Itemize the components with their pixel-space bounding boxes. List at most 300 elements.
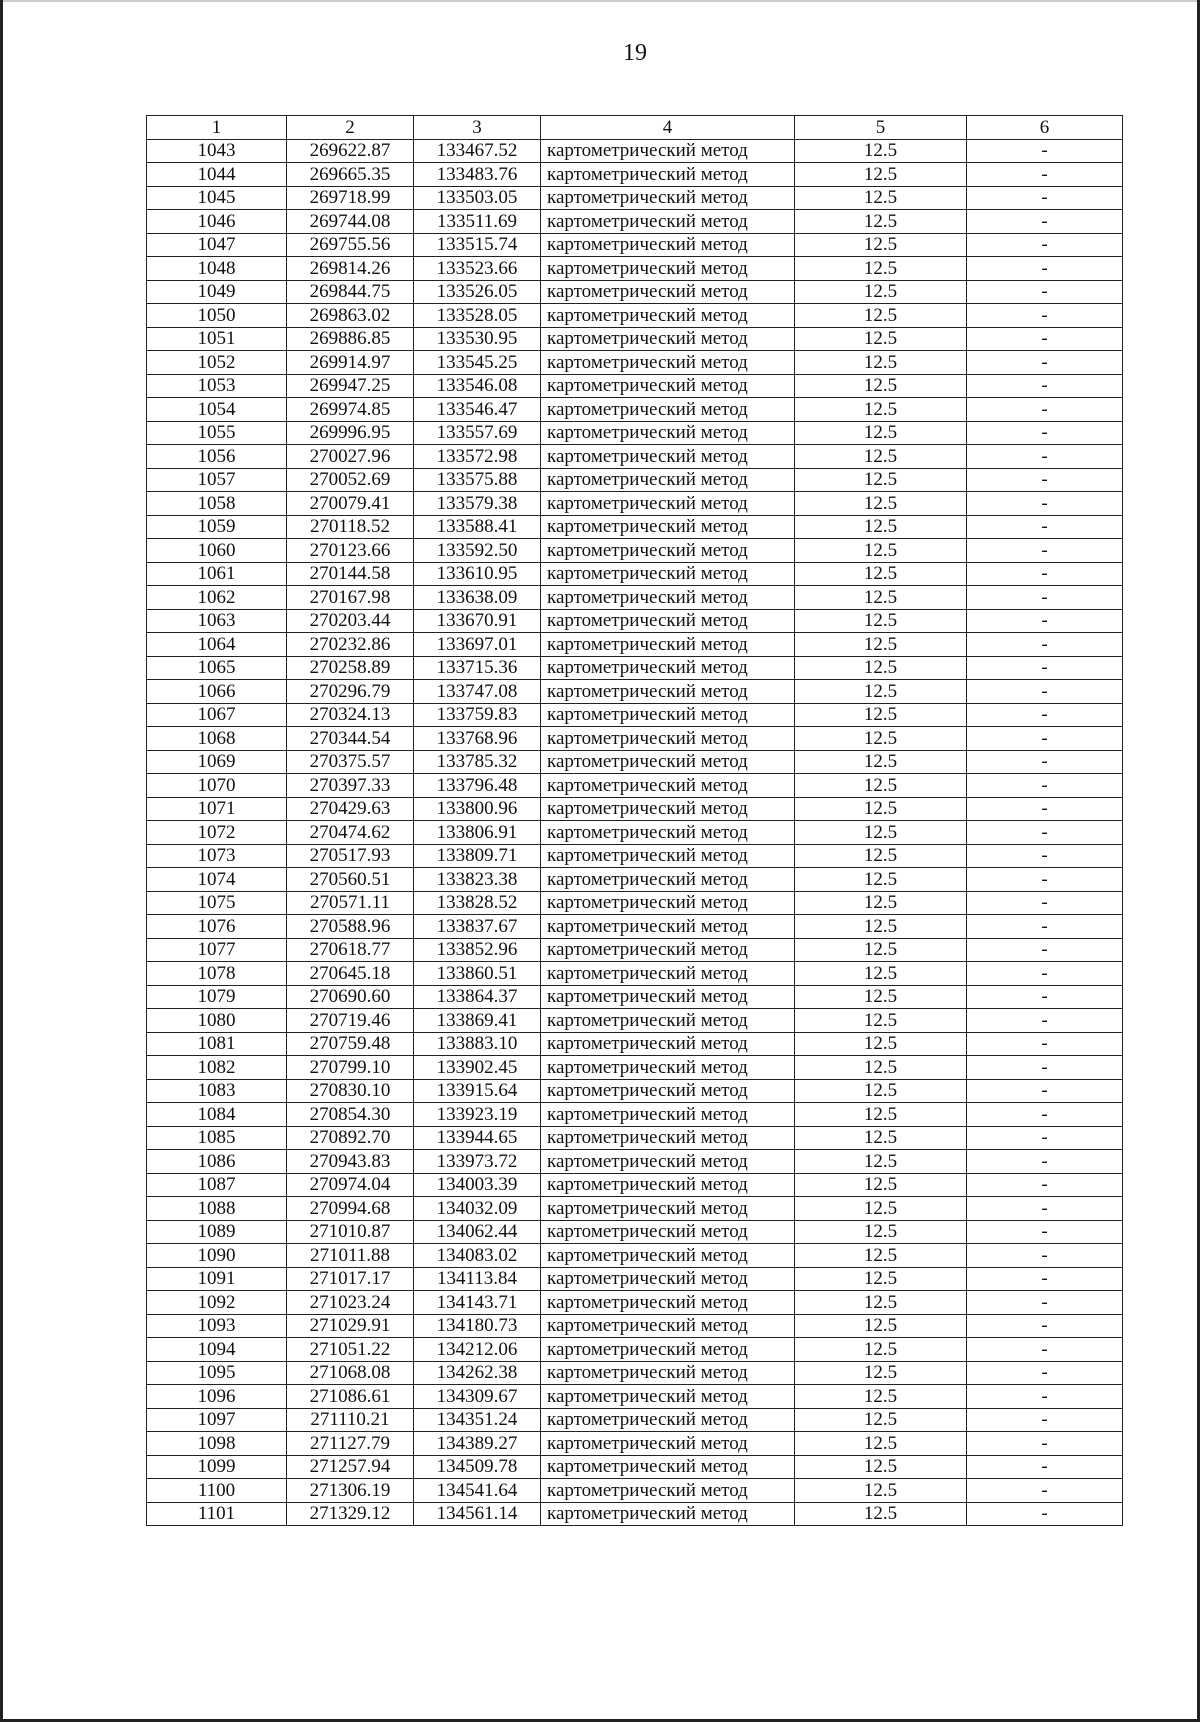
point-number-cell: 1056: [147, 445, 287, 469]
accuracy-cell: 12.5: [795, 445, 967, 469]
method-cell: картометрический метод: [541, 515, 795, 539]
table-row: [147, 562, 1123, 586]
table-row: [147, 1150, 1123, 1174]
y-coordinate-cell: 133503.05: [414, 186, 541, 210]
x-coordinate-cell: 270994.68: [287, 1197, 414, 1221]
method-cell: картометрический метод: [541, 1338, 795, 1362]
method-cell: картометрический метод: [541, 774, 795, 798]
accuracy-cell: 12.5: [795, 703, 967, 727]
x-coordinate-cell: 269886.85: [287, 327, 414, 351]
point-number-cell: 1085: [147, 1126, 287, 1150]
note-cell: -: [967, 586, 1123, 610]
note-cell: -: [967, 1056, 1123, 1080]
table-row: [147, 1032, 1123, 1056]
note-cell: -: [967, 891, 1123, 915]
note-cell: -: [967, 1173, 1123, 1197]
table-row: [147, 915, 1123, 939]
table-row: [147, 656, 1123, 680]
table-row: [147, 1126, 1123, 1150]
y-coordinate-cell: 133747.08: [414, 680, 541, 704]
accuracy-cell: 12.5: [795, 633, 967, 657]
note-cell: -: [967, 468, 1123, 492]
note-cell: -: [967, 656, 1123, 680]
point-number-cell: 1070: [147, 774, 287, 798]
accuracy-cell: 12.5: [795, 797, 967, 821]
y-coordinate-cell: 133823.38: [414, 868, 541, 892]
note-cell: -: [967, 562, 1123, 586]
point-number-cell: 1052: [147, 351, 287, 375]
accuracy-cell: 12.5: [795, 1455, 967, 1479]
x-coordinate-cell: 270830.10: [287, 1079, 414, 1103]
table-row: [147, 1267, 1123, 1291]
x-coordinate-cell: 271306.19: [287, 1479, 414, 1503]
table-row: [147, 1291, 1123, 1315]
point-number-cell: 1073: [147, 844, 287, 868]
point-number-cell: 1090: [147, 1244, 287, 1268]
accuracy-cell: 12.5: [795, 492, 967, 516]
x-coordinate-cell: 270571.11: [287, 891, 414, 915]
x-coordinate-cell: 270618.77: [287, 938, 414, 962]
table-row: [147, 210, 1123, 234]
method-cell: картометрический метод: [541, 586, 795, 610]
y-coordinate-cell: 133545.25: [414, 351, 541, 375]
y-coordinate-cell: 133828.52: [414, 891, 541, 915]
note-cell: -: [967, 774, 1123, 798]
note-cell: -: [967, 539, 1123, 563]
method-cell: картометрический метод: [541, 609, 795, 633]
y-coordinate-cell: 133809.71: [414, 844, 541, 868]
method-cell: картометрический метод: [541, 1455, 795, 1479]
point-number-cell: 1057: [147, 468, 287, 492]
method-cell: картометрический метод: [541, 539, 795, 563]
header-cell-3: 3: [414, 116, 541, 140]
accuracy-cell: 12.5: [795, 327, 967, 351]
table-row: [147, 1432, 1123, 1456]
y-coordinate-cell: 133588.41: [414, 515, 541, 539]
method-cell: картометрический метод: [541, 727, 795, 751]
y-coordinate-cell: 133806.91: [414, 821, 541, 845]
note-cell: -: [967, 915, 1123, 939]
method-cell: картометрический метод: [541, 1291, 795, 1315]
method-cell: картометрический метод: [541, 1150, 795, 1174]
accuracy-cell: 12.5: [795, 1291, 967, 1315]
method-cell: картометрический метод: [541, 1408, 795, 1432]
table-row: [147, 1103, 1123, 1127]
x-coordinate-cell: 271023.24: [287, 1291, 414, 1315]
y-coordinate-cell: 133511.69: [414, 210, 541, 234]
point-number-cell: 1047: [147, 233, 287, 257]
y-coordinate-cell: 133523.66: [414, 257, 541, 281]
accuracy-cell: 12.5: [795, 398, 967, 422]
header-cell-2: 2: [287, 116, 414, 140]
point-number-cell: 1093: [147, 1314, 287, 1338]
note-cell: -: [967, 257, 1123, 281]
accuracy-cell: 12.5: [795, 1244, 967, 1268]
y-coordinate-cell: 134309.67: [414, 1385, 541, 1409]
table-row: [147, 1479, 1123, 1503]
method-cell: картометрический метод: [541, 1126, 795, 1150]
accuracy-cell: 12.5: [795, 821, 967, 845]
point-number-cell: 1077: [147, 938, 287, 962]
x-coordinate-cell: 270375.57: [287, 750, 414, 774]
point-number-cell: 1044: [147, 163, 287, 187]
accuracy-cell: 12.5: [795, 468, 967, 492]
table-row: [147, 1314, 1123, 1338]
note-cell: -: [967, 398, 1123, 422]
method-cell: картометрический метод: [541, 797, 795, 821]
method-cell: картометрический метод: [541, 374, 795, 398]
method-cell: картометрический метод: [541, 633, 795, 657]
accuracy-cell: 12.5: [795, 586, 967, 610]
y-coordinate-cell: 133483.76: [414, 163, 541, 187]
note-cell: -: [967, 633, 1123, 657]
y-coordinate-cell: 133796.48: [414, 774, 541, 798]
note-cell: -: [967, 304, 1123, 328]
accuracy-cell: 12.5: [795, 609, 967, 633]
accuracy-cell: 12.5: [795, 868, 967, 892]
scan-edge-left: [0, 0, 3, 1722]
note-cell: -: [967, 1267, 1123, 1291]
y-coordinate-cell: 133670.91: [414, 609, 541, 633]
accuracy-cell: 12.5: [795, 985, 967, 1009]
x-coordinate-cell: 270344.54: [287, 727, 414, 751]
note-cell: -: [967, 445, 1123, 469]
point-number-cell: 1064: [147, 633, 287, 657]
note-cell: -: [967, 727, 1123, 751]
y-coordinate-cell: 134062.44: [414, 1220, 541, 1244]
y-coordinate-cell: 133759.83: [414, 703, 541, 727]
accuracy-cell: 12.5: [795, 374, 967, 398]
note-cell: -: [967, 1009, 1123, 1033]
y-coordinate-cell: 134003.39: [414, 1173, 541, 1197]
table-row: [147, 962, 1123, 986]
y-coordinate-cell: 134143.71: [414, 1291, 541, 1315]
method-cell: картометрический метод: [541, 280, 795, 304]
point-number-cell: 1094: [147, 1338, 287, 1362]
y-coordinate-cell: 133610.95: [414, 562, 541, 586]
point-number-cell: 1048: [147, 257, 287, 281]
table-row: [147, 774, 1123, 798]
y-coordinate-cell: 133592.50: [414, 539, 541, 563]
note-cell: -: [967, 1314, 1123, 1338]
y-coordinate-cell: 133697.01: [414, 633, 541, 657]
note-cell: -: [967, 210, 1123, 234]
method-cell: картометрический метод: [541, 1479, 795, 1503]
note-cell: -: [967, 1197, 1123, 1221]
point-number-cell: 1045: [147, 186, 287, 210]
point-number-cell: 1050: [147, 304, 287, 328]
point-number-cell: 1084: [147, 1103, 287, 1127]
x-coordinate-cell: 269844.75: [287, 280, 414, 304]
y-coordinate-cell: 134351.24: [414, 1408, 541, 1432]
table-row: [147, 750, 1123, 774]
method-cell: картометрический метод: [541, 421, 795, 445]
method-cell: картометрический метод: [541, 492, 795, 516]
table-row: [147, 1361, 1123, 1385]
table-row: [147, 1009, 1123, 1033]
x-coordinate-cell: 270232.86: [287, 633, 414, 657]
note-cell: -: [967, 233, 1123, 257]
table-row: [147, 821, 1123, 845]
note-cell: -: [967, 1455, 1123, 1479]
table-row: [147, 327, 1123, 351]
point-number-cell: 1080: [147, 1009, 287, 1033]
accuracy-cell: 12.5: [795, 1032, 967, 1056]
note-cell: -: [967, 750, 1123, 774]
point-number-cell: 1096: [147, 1385, 287, 1409]
point-number-cell: 1049: [147, 280, 287, 304]
point-number-cell: 1063: [147, 609, 287, 633]
table-row: [147, 1408, 1123, 1432]
y-coordinate-cell: 133530.95: [414, 327, 541, 351]
x-coordinate-cell: 270974.04: [287, 1173, 414, 1197]
y-coordinate-cell: 134509.78: [414, 1455, 541, 1479]
method-cell: картометрический метод: [541, 1314, 795, 1338]
point-number-cell: 1071: [147, 797, 287, 821]
table-row: [147, 1197, 1123, 1221]
table-row: [147, 703, 1123, 727]
table-row: [147, 938, 1123, 962]
x-coordinate-cell: 271017.17: [287, 1267, 414, 1291]
note-cell: -: [967, 609, 1123, 633]
note-cell: -: [967, 985, 1123, 1009]
x-coordinate-cell: 269947.25: [287, 374, 414, 398]
method-cell: картометрический метод: [541, 210, 795, 234]
method-cell: картометрический метод: [541, 1244, 795, 1268]
table-row: [147, 492, 1123, 516]
table-row: [147, 1338, 1123, 1362]
x-coordinate-cell: 271011.88: [287, 1244, 414, 1268]
x-coordinate-cell: 270079.41: [287, 492, 414, 516]
note-cell: -: [967, 421, 1123, 445]
note-cell: -: [967, 1291, 1123, 1315]
method-cell: картометрический метод: [541, 351, 795, 375]
y-coordinate-cell: 134262.38: [414, 1361, 541, 1385]
table-row: [147, 186, 1123, 210]
x-coordinate-cell: 269718.99: [287, 186, 414, 210]
method-cell: картометрический метод: [541, 1056, 795, 1080]
note-cell: -: [967, 1502, 1123, 1526]
point-number-cell: 1082: [147, 1056, 287, 1080]
x-coordinate-cell: 270123.66: [287, 539, 414, 563]
table-row: [147, 985, 1123, 1009]
note-cell: -: [967, 1361, 1123, 1385]
x-coordinate-cell: 270645.18: [287, 962, 414, 986]
point-number-cell: 1089: [147, 1220, 287, 1244]
y-coordinate-cell: 133883.10: [414, 1032, 541, 1056]
note-cell: -: [967, 1385, 1123, 1409]
accuracy-cell: 12.5: [795, 1103, 967, 1127]
point-number-cell: 1099: [147, 1455, 287, 1479]
accuracy-cell: 12.5: [795, 1009, 967, 1033]
accuracy-cell: 12.5: [795, 844, 967, 868]
table-row: [147, 868, 1123, 892]
accuracy-cell: 12.5: [795, 1267, 967, 1291]
note-cell: -: [967, 327, 1123, 351]
x-coordinate-cell: 269755.56: [287, 233, 414, 257]
y-coordinate-cell: 133579.38: [414, 492, 541, 516]
y-coordinate-cell: 134032.09: [414, 1197, 541, 1221]
coordinates-table: [146, 115, 1123, 1526]
table-row: [147, 304, 1123, 328]
method-cell: картометрический метод: [541, 1502, 795, 1526]
x-coordinate-cell: 270474.62: [287, 821, 414, 845]
accuracy-cell: 12.5: [795, 257, 967, 281]
y-coordinate-cell: 134561.14: [414, 1502, 541, 1526]
y-coordinate-cell: 133864.37: [414, 985, 541, 1009]
table-row: [147, 351, 1123, 375]
y-coordinate-cell: 134541.64: [414, 1479, 541, 1503]
y-coordinate-cell: 133837.67: [414, 915, 541, 939]
note-cell: -: [967, 962, 1123, 986]
table-row: [147, 139, 1123, 163]
point-number-cell: 1095: [147, 1361, 287, 1385]
y-coordinate-cell: 134389.27: [414, 1432, 541, 1456]
y-coordinate-cell: 133467.52: [414, 139, 541, 163]
table-row: [147, 1244, 1123, 1268]
x-coordinate-cell: 270144.58: [287, 562, 414, 586]
point-number-cell: 1067: [147, 703, 287, 727]
table-row: [147, 163, 1123, 187]
accuracy-cell: 12.5: [795, 1361, 967, 1385]
note-cell: -: [967, 844, 1123, 868]
method-cell: картометрический метод: [541, 398, 795, 422]
note-cell: -: [967, 703, 1123, 727]
point-number-cell: 1068: [147, 727, 287, 751]
x-coordinate-cell: 269914.97: [287, 351, 414, 375]
table-row: [147, 609, 1123, 633]
header-cell-1: 1: [147, 116, 287, 140]
method-cell: картометрический метод: [541, 915, 795, 939]
method-cell: картометрический метод: [541, 891, 795, 915]
point-number-cell: 1062: [147, 586, 287, 610]
accuracy-cell: 12.5: [795, 1408, 967, 1432]
y-coordinate-cell: 133515.74: [414, 233, 541, 257]
table-row: [147, 1502, 1123, 1526]
y-coordinate-cell: 133800.96: [414, 797, 541, 821]
accuracy-cell: 12.5: [795, 1150, 967, 1174]
note-cell: -: [967, 1408, 1123, 1432]
note-cell: -: [967, 868, 1123, 892]
point-number-cell: 1065: [147, 656, 287, 680]
x-coordinate-cell: 270854.30: [287, 1103, 414, 1127]
table-row: [147, 445, 1123, 469]
y-coordinate-cell: 133973.72: [414, 1150, 541, 1174]
note-cell: -: [967, 1432, 1123, 1456]
point-number-cell: 1083: [147, 1079, 287, 1103]
x-coordinate-cell: 271010.87: [287, 1220, 414, 1244]
x-coordinate-cell: 270052.69: [287, 468, 414, 492]
method-cell: картометрический метод: [541, 304, 795, 328]
note-cell: -: [967, 1126, 1123, 1150]
accuracy-cell: 12.5: [795, 210, 967, 234]
method-cell: картометрический метод: [541, 868, 795, 892]
method-cell: картометрический метод: [541, 1009, 795, 1033]
y-coordinate-cell: 133546.08: [414, 374, 541, 398]
table-row: [147, 374, 1123, 398]
table-row: [147, 891, 1123, 915]
header-cell-5: 5: [795, 116, 967, 140]
accuracy-cell: 12.5: [795, 1432, 967, 1456]
point-number-cell: 1061: [147, 562, 287, 586]
table-row: [147, 797, 1123, 821]
accuracy-cell: 12.5: [795, 656, 967, 680]
point-number-cell: 1055: [147, 421, 287, 445]
method-cell: картометрический метод: [541, 703, 795, 727]
note-cell: -: [967, 351, 1123, 375]
note-cell: -: [967, 139, 1123, 163]
header-cell-4: 4: [541, 116, 795, 140]
x-coordinate-cell: 270719.46: [287, 1009, 414, 1033]
method-cell: картометрический метод: [541, 1103, 795, 1127]
x-coordinate-cell: 270588.96: [287, 915, 414, 939]
y-coordinate-cell: 133852.96: [414, 938, 541, 962]
table-row: [147, 633, 1123, 657]
method-cell: картометрический метод: [541, 750, 795, 774]
table-row: [147, 1056, 1123, 1080]
point-number-cell: 1074: [147, 868, 287, 892]
y-coordinate-cell: 133860.51: [414, 962, 541, 986]
method-cell: картометрический метод: [541, 938, 795, 962]
y-coordinate-cell: 133768.96: [414, 727, 541, 751]
point-number-cell: 1053: [147, 374, 287, 398]
accuracy-cell: 12.5: [795, 727, 967, 751]
y-coordinate-cell: 133902.45: [414, 1056, 541, 1080]
y-coordinate-cell: 133715.36: [414, 656, 541, 680]
x-coordinate-cell: 271110.21: [287, 1408, 414, 1432]
table-row: [147, 727, 1123, 751]
page-number: 19: [623, 40, 647, 66]
x-coordinate-cell: 271127.79: [287, 1432, 414, 1456]
x-coordinate-cell: 270690.60: [287, 985, 414, 1009]
method-cell: картометрический метод: [541, 233, 795, 257]
y-coordinate-cell: 134083.02: [414, 1244, 541, 1268]
table-body: [147, 116, 1123, 1526]
accuracy-cell: 12.5: [795, 233, 967, 257]
table-row: [147, 844, 1123, 868]
table-row: [147, 1220, 1123, 1244]
note-cell: -: [967, 1079, 1123, 1103]
x-coordinate-cell: 270517.93: [287, 844, 414, 868]
method-cell: картометрический метод: [541, 257, 795, 281]
table-row: [147, 1455, 1123, 1479]
note-cell: -: [967, 280, 1123, 304]
method-cell: картометрический метод: [541, 821, 795, 845]
point-number-cell: 1079: [147, 985, 287, 1009]
note-cell: -: [967, 1220, 1123, 1244]
method-cell: картометрический метод: [541, 186, 795, 210]
accuracy-cell: 12.5: [795, 562, 967, 586]
y-coordinate-cell: 133557.69: [414, 421, 541, 445]
y-coordinate-cell: 133638.09: [414, 586, 541, 610]
accuracy-cell: 12.5: [795, 1314, 967, 1338]
x-coordinate-cell: 271029.91: [287, 1314, 414, 1338]
note-cell: -: [967, 1244, 1123, 1268]
y-coordinate-cell: 134212.06: [414, 1338, 541, 1362]
accuracy-cell: 12.5: [795, 1479, 967, 1503]
table-row: [147, 468, 1123, 492]
table-row: [147, 280, 1123, 304]
point-number-cell: 1100: [147, 1479, 287, 1503]
method-cell: картометрический метод: [541, 562, 795, 586]
header-cell-6: 6: [967, 116, 1123, 140]
accuracy-cell: 12.5: [795, 915, 967, 939]
accuracy-cell: 12.5: [795, 186, 967, 210]
table-row: [147, 1385, 1123, 1409]
x-coordinate-cell: 270397.33: [287, 774, 414, 798]
x-coordinate-cell: 270759.48: [287, 1032, 414, 1056]
y-coordinate-cell: 133923.19: [414, 1103, 541, 1127]
